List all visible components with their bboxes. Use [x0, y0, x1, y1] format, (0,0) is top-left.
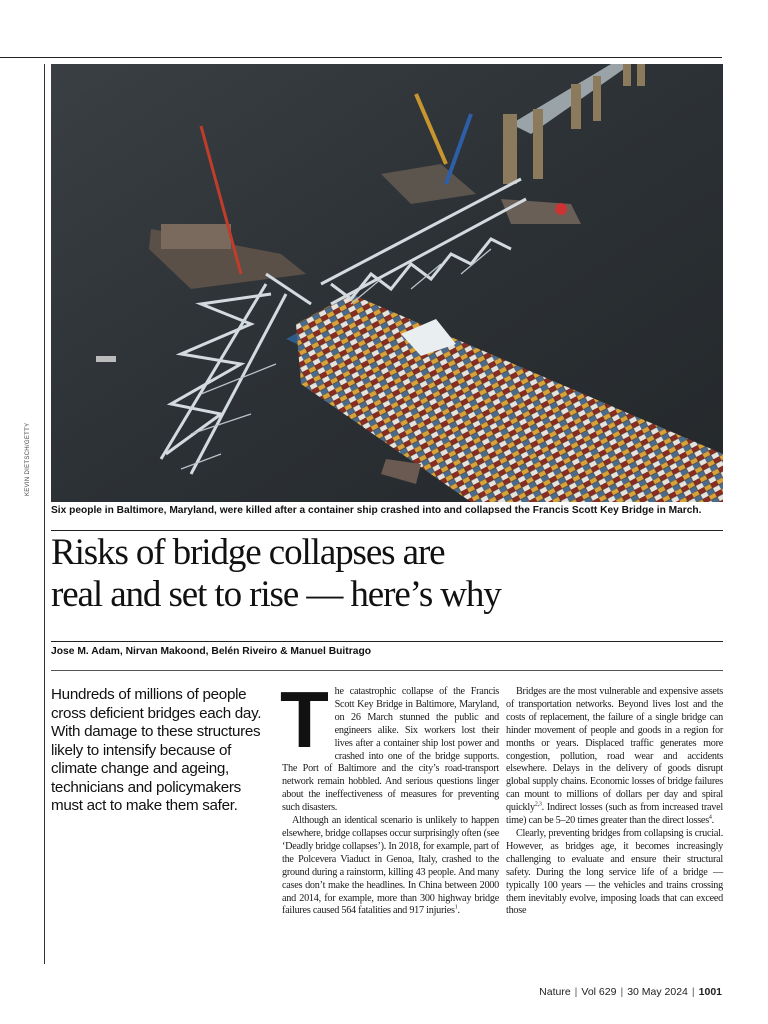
bridge-collapse-photo: [51, 64, 723, 502]
drop-cap: T: [280, 675, 329, 764]
punctuation: .: [457, 905, 460, 917]
paragraph-text: . Indirect losses (such as from increased travel time) can be 5–20 times greater than the direct losses: [506, 802, 723, 827]
headline-line-1: Risks of bridge collapses are: [51, 532, 445, 573]
volume: Vol 629: [581, 986, 617, 998]
separator: |: [691, 986, 695, 998]
body-column-1: [280, 675, 499, 918]
headline-bottom-rule: [51, 641, 723, 642]
authors-rule: [51, 670, 723, 671]
punctuation: .: [711, 815, 714, 827]
reference-marker[interactable]: 2,3: [534, 801, 542, 808]
standfirst: Hundreds of millions of people cross deficient bridges each day. With damage to these structures likely to intensify because of climate change and ageing, technicians and policymakers must act to make them safer.: [51, 686, 262, 814]
paragraph: [282, 815, 499, 918]
photo-credit: [25, 422, 40, 496]
separator: |: [574, 986, 578, 998]
paragraph-text: he catastrophic collapse of the Francis Scott Key Bridge in Baltimore, Maryland, on 26 March stunned the public and engineers alike. Six workers lost their lives after a container ship lost power and crashed into one of the bridge supports. The Port of Baltimore and the city’s road-transport network remain hobbled. And serious questions linger about the ineffectiveness of measures for preventing such disasters.: [282, 686, 499, 814]
paragraph-text: Clearly, preventing bridges from collapsing is crucial. However, as bridges age, it becomes increasingly challenging to evaluate and ensure their structural safety. During the long service life of a bridge — typically 100 years — the vehicles and trains crossing them inevitably evolve, imposing loads that can exceed those: [506, 827, 723, 917]
photo-credit-text: KEVIN DIETSCH/GETTY: [25, 422, 31, 496]
headline-line-2: real and set to rise — here’s why: [51, 574, 501, 615]
page-number: 1001: [698, 986, 722, 998]
paragraph: [506, 828, 723, 918]
author-list: Jose M. Adam, Nirvan Makoond, Belén Riveiro & Manuel Buitrago: [51, 646, 372, 657]
reference-marker[interactable]: 4: [708, 814, 712, 821]
headline-top-rule: [51, 530, 723, 531]
separator: |: [620, 986, 624, 998]
page-footer: [539, 986, 722, 998]
photo-caption: Six people in Baltimore, Maryland, were killed after a container ship crashed into and collapsed the Francis Scott Key Bridge in March.: [51, 505, 702, 516]
paragraph-text: Bridges are the most vulnerable and expensive assets of transportation networks. Beyond lives lost and the costs of replacement, the failure of a single bridge can hinder movement of people and goods in a region for months or years. Displaced traffic generates more congestion, pollution, road wear and accidents elsewhere. Delays in the delivery of goods disrupt global supply chains. Economic losses of bridge failures can mount to millions of dollars per day and spiral quickly: [506, 686, 723, 814]
paragraph: [280, 675, 499, 815]
headline: [51, 532, 723, 616]
issue-date: 30 May 2024: [627, 986, 688, 998]
reference-marker[interactable]: 1: [454, 905, 458, 912]
paragraph-text: Although an identical scenario is unlikely to happen elsewhere, bridge collapses occur surprisingly often (see ‘Deadly bridge collapses’). In 2018, for example, part of the Polcevera Viaduct in Genoa, Italy, crashed to the ground during a rainstorm, killing 43 people. And many cases don’t make the headlines. In China between 2000 and 2014, for example, more than 300 highway bridge failures caused 564 fatalities and 917 injuries: [282, 815, 499, 917]
body-column-2: [506, 686, 723, 918]
left-margin-rule: [44, 64, 45, 964]
paragraph: [506, 686, 723, 828]
journal-name: Nature: [539, 986, 571, 998]
top-rule: [0, 57, 722, 58]
